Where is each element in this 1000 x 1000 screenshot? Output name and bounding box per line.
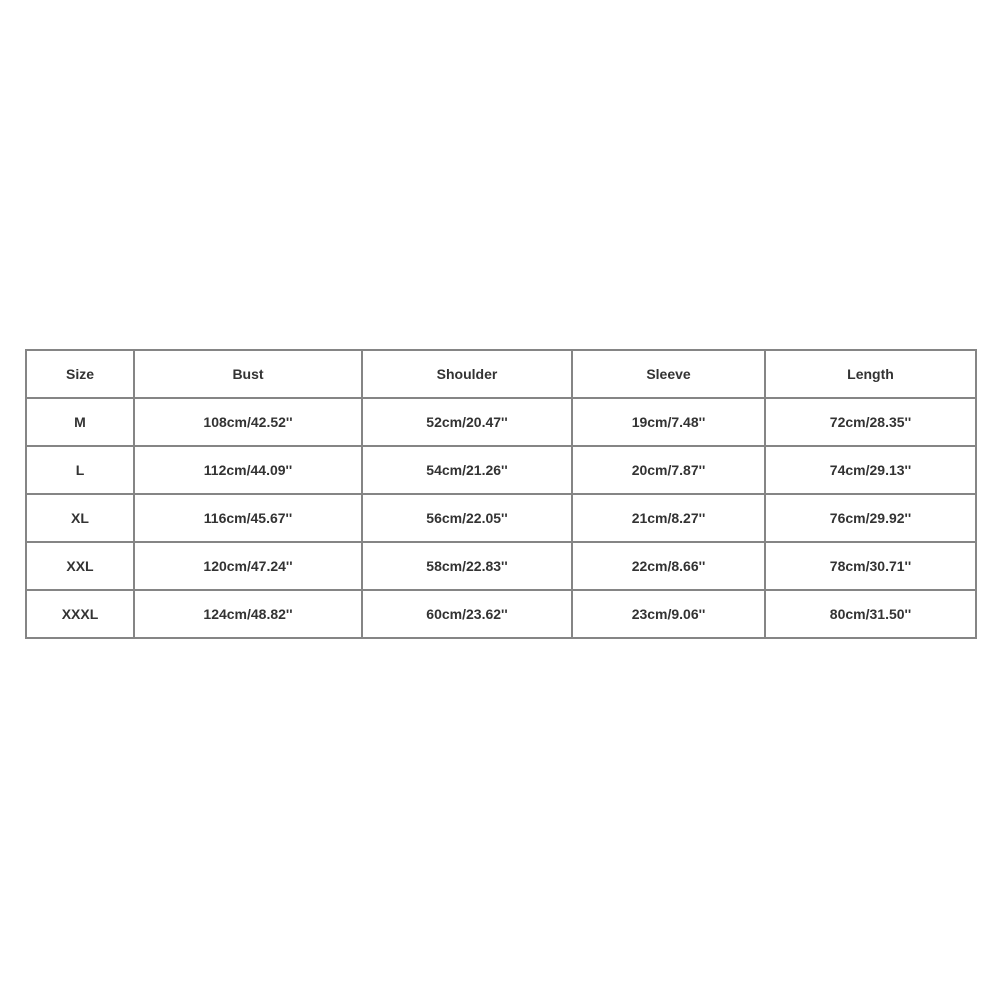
header-size: Size — [26, 350, 134, 398]
cell-shoulder: 58cm/22.83'' — [362, 542, 572, 590]
cell-sleeve: 23cm/9.06'' — [572, 590, 765, 638]
cell-bust: 116cm/45.67'' — [134, 494, 362, 542]
table-row — [26, 494, 976, 542]
cell-shoulder: 60cm/23.62'' — [362, 590, 572, 638]
table-header-row — [26, 350, 976, 398]
table-row — [26, 398, 976, 446]
cell-bust: 108cm/42.52'' — [134, 398, 362, 446]
header-shoulder: Shoulder — [362, 350, 572, 398]
table-row — [26, 542, 976, 590]
header-sleeve: Sleeve — [572, 350, 765, 398]
cell-sleeve: 19cm/7.48'' — [572, 398, 765, 446]
cell-shoulder: 52cm/20.47'' — [362, 398, 572, 446]
header-length: Length — [765, 350, 976, 398]
table-row — [26, 590, 976, 638]
table-row — [26, 446, 976, 494]
cell-shoulder: 54cm/21.26'' — [362, 446, 572, 494]
cell-sleeve: 21cm/8.27'' — [572, 494, 765, 542]
cell-bust: 120cm/47.24'' — [134, 542, 362, 590]
cell-bust: 112cm/44.09'' — [134, 446, 362, 494]
cell-size: L — [26, 446, 134, 494]
cell-size: M — [26, 398, 134, 446]
cell-shoulder: 56cm/22.05'' — [362, 494, 572, 542]
cell-length: 76cm/29.92'' — [765, 494, 976, 542]
size-chart-table — [25, 349, 977, 639]
cell-length: 72cm/28.35'' — [765, 398, 976, 446]
cell-size: XL — [26, 494, 134, 542]
cell-length: 74cm/29.13'' — [765, 446, 976, 494]
header-bust: Bust — [134, 350, 362, 398]
cell-size: XXXL — [26, 590, 134, 638]
cell-size: XXL — [26, 542, 134, 590]
cell-sleeve: 22cm/8.66'' — [572, 542, 765, 590]
cell-length: 78cm/30.71'' — [765, 542, 976, 590]
cell-sleeve: 20cm/7.87'' — [572, 446, 765, 494]
cell-length: 80cm/31.50'' — [765, 590, 976, 638]
cell-bust: 124cm/48.82'' — [134, 590, 362, 638]
